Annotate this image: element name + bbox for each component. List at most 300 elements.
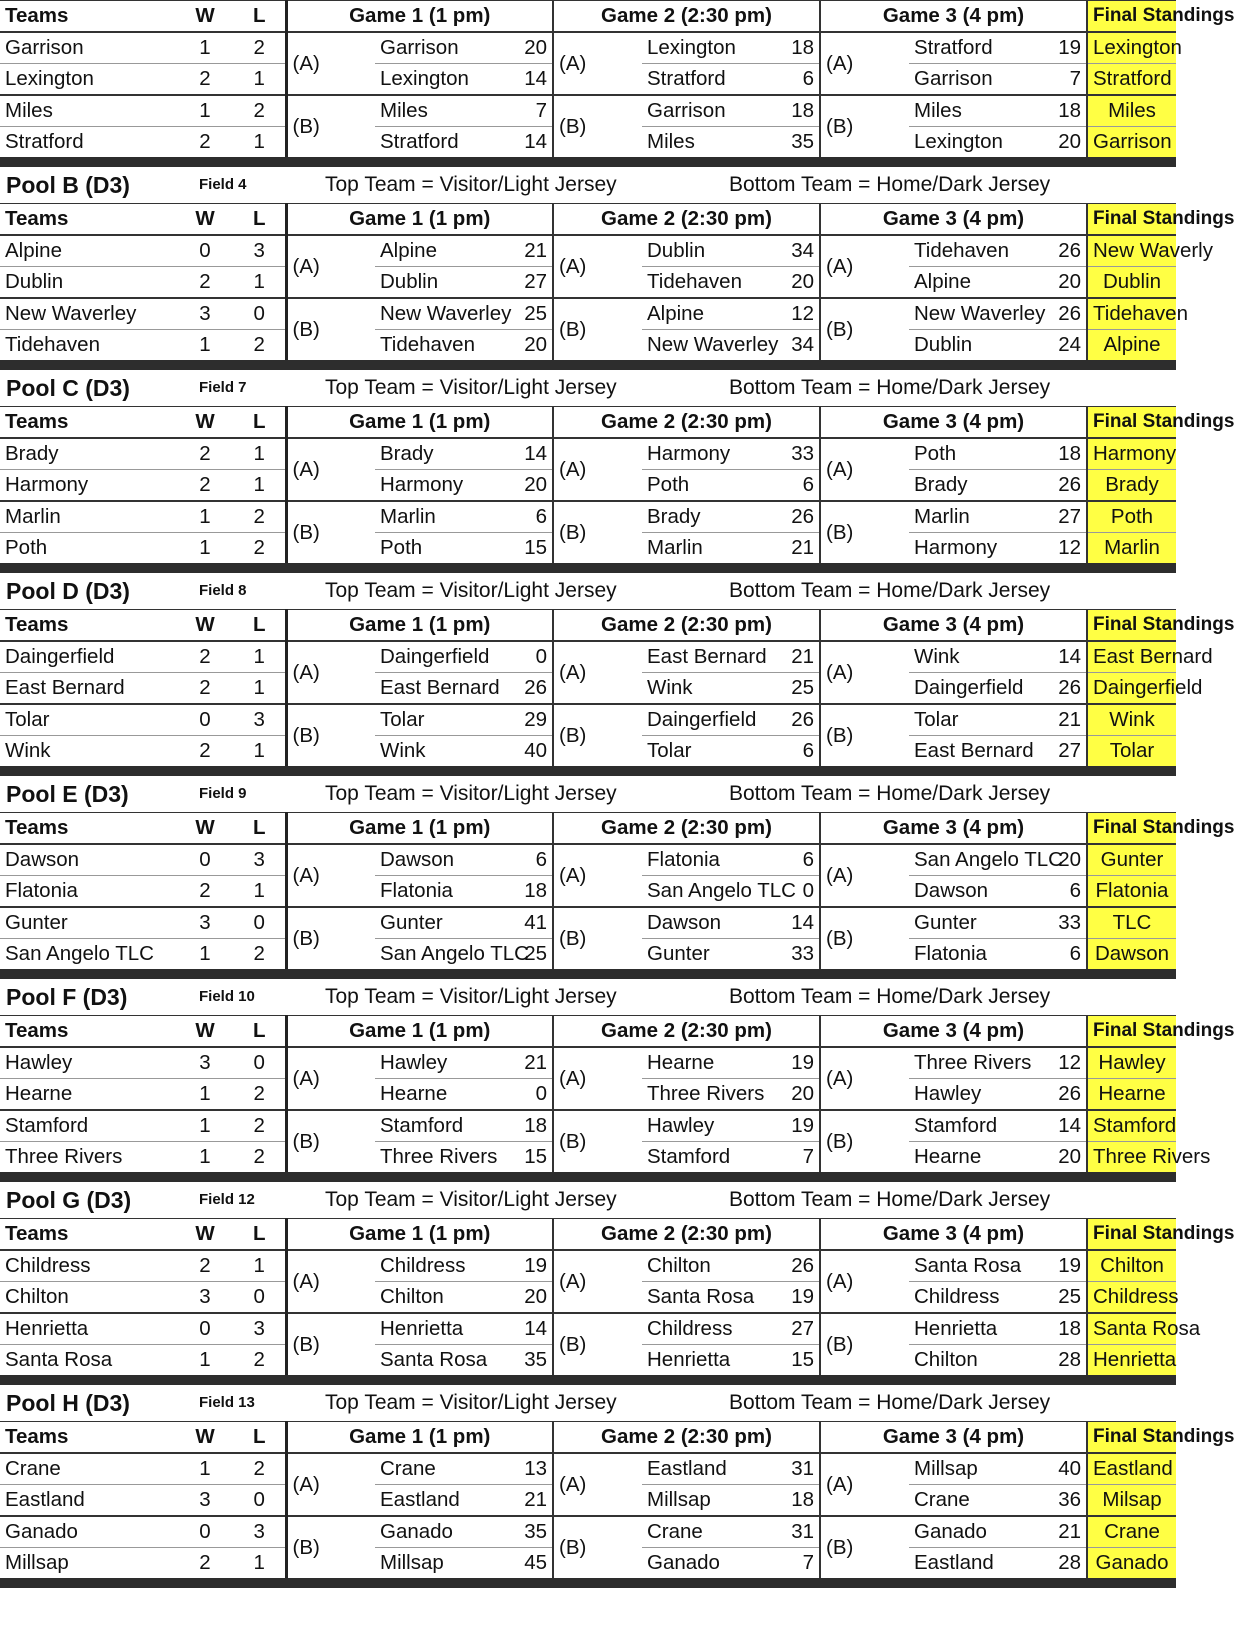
pool-name: Pool G (D3)	[6, 1187, 132, 1213]
top-team-note: Top Team = Visitor/Light Jersey	[325, 173, 617, 196]
game-team: Chilton	[375, 1282, 464, 1314]
game-team: Tolar	[647, 739, 692, 762]
game-team: Henrietta	[647, 1348, 731, 1371]
final-standing: Tolar	[1087, 736, 1176, 767]
game-team: Stamford	[375, 1110, 464, 1142]
team-wins: 2	[176, 64, 234, 96]
team-losses: 3	[234, 704, 286, 736]
pool-header	[0, 776, 1176, 812]
wins-header: W	[176, 1016, 234, 1048]
game-score: 6	[464, 844, 553, 876]
team-name: Chilton	[0, 1282, 176, 1314]
game-score: 25	[464, 939, 553, 970]
team-losses: 1	[234, 736, 286, 767]
game-team: Henrietta	[909, 1313, 998, 1345]
team-wins: 2	[199, 1551, 211, 1574]
game-score: 35	[464, 1345, 553, 1376]
game-score: 26	[464, 673, 553, 705]
team-wins: 1	[176, 1110, 234, 1142]
game-score: 20	[464, 330, 553, 361]
game-team: Gunter	[375, 907, 464, 939]
game-score: 14	[464, 1313, 553, 1345]
game-1-header: Game 1 (1 pm)	[286, 1, 553, 33]
game-2-header: Game 2 (2:30 pm)	[553, 1, 820, 33]
game-team: Ganado	[647, 1551, 720, 1574]
teams-header: Teams	[0, 1, 176, 33]
game-score: 26	[998, 1079, 1087, 1111]
team-wins: 0	[176, 704, 234, 736]
game-2-header: Game 2 (2:30 pm)	[553, 813, 820, 845]
game-score: 18	[464, 876, 553, 908]
game-1-header: Game 1 (1 pm)	[286, 1219, 553, 1251]
game-team: Stratford	[909, 32, 998, 64]
game-score: 45	[464, 1548, 553, 1579]
game-team: Gunter	[909, 907, 998, 939]
pool-header	[0, 979, 1176, 1015]
game-team: Millsap	[909, 1453, 998, 1485]
team-row	[0, 1110, 1176, 1142]
game-team: San Angelo TLC	[642, 876, 731, 908]
game-score: 18	[998, 95, 1087, 127]
pool-divider	[0, 563, 1176, 573]
game-score: 33	[731, 438, 820, 470]
losses-header: L	[234, 1219, 286, 1251]
team-row	[0, 438, 1176, 470]
team-losses: 2	[234, 1142, 286, 1173]
top-team-note: Top Team = Visitor/Light Jersey	[325, 985, 617, 1008]
game-score: 15	[731, 1345, 820, 1376]
team-wins: 2	[176, 470, 234, 502]
final-standing: TLC	[1087, 907, 1176, 939]
game-team: Miles	[375, 95, 464, 127]
game-2-header: Game 2 (2:30 pm)	[553, 204, 820, 236]
game-score: 18	[731, 32, 820, 64]
field-label: Field 13	[199, 1394, 255, 1411]
pool-divider	[0, 157, 1176, 167]
team-name: Ganado	[0, 1516, 176, 1548]
matchup-bracket-label: (B)	[826, 723, 854, 747]
team-wins: 2	[176, 267, 234, 299]
game-team: Gunter	[647, 942, 710, 965]
game-score: 7	[731, 1142, 820, 1173]
team-name: Tidehaven	[5, 333, 100, 356]
game-score: 6	[998, 876, 1087, 908]
game-score: 40	[998, 1453, 1087, 1485]
team-wins: 2	[176, 673, 234, 705]
pool-divider	[0, 1172, 1176, 1182]
team-row	[0, 95, 1176, 127]
matchup-bracket-label: (B)	[292, 723, 320, 747]
game-score: 14	[464, 438, 553, 470]
game-team: New Waverley	[909, 298, 998, 330]
top-team-note: Top Team = Visitor/Light Jersey	[325, 1391, 617, 1414]
game-team: Hearne	[914, 1145, 982, 1168]
game-2-header: Game 2 (2:30 pm)	[553, 407, 820, 439]
team-name: Marlin	[0, 501, 176, 533]
game-team: Stamford	[909, 1110, 998, 1142]
team-losses: 3	[234, 1516, 286, 1548]
game-team: Childress	[909, 1282, 998, 1314]
game-team: Millsap	[380, 1551, 444, 1574]
final-standing: Hawley	[1087, 1047, 1176, 1079]
game-score: 7	[998, 64, 1087, 96]
losses-header: L	[234, 1, 286, 33]
game-score: 12	[731, 298, 820, 330]
game-score: 14	[464, 127, 553, 158]
final-standing: Stamford	[1087, 1110, 1176, 1142]
teams-header: Teams	[0, 1422, 176, 1454]
game-score: 12	[998, 533, 1087, 564]
final-standing: Tidehaven	[1087, 298, 1176, 330]
team-losses: 0	[234, 1282, 286, 1314]
game-score: 25	[731, 673, 820, 705]
team-losses: 2	[234, 32, 286, 64]
matchup-bracket-label: (A)	[820, 438, 909, 501]
pool-divider	[0, 969, 1176, 979]
team-losses: 2	[234, 1453, 286, 1485]
game-team: Ganado	[909, 1516, 998, 1548]
team-losses: 1	[234, 267, 286, 299]
final-standings-header: Final Standings	[1087, 610, 1176, 642]
game-score: 20	[998, 1142, 1087, 1173]
matchup-bracket-label: (B)	[826, 926, 854, 950]
matchup-bracket-label: (B)	[826, 114, 854, 138]
game-1-header: Game 1 (1 pm)	[286, 204, 553, 236]
game-team: Garrison	[642, 95, 731, 127]
final-standing: Stratford	[1087, 64, 1176, 96]
game-3-header: Game 3 (4 pm)	[820, 1016, 1087, 1048]
game-score: 26	[998, 673, 1087, 705]
team-wins: 2	[176, 641, 234, 673]
game-team: Three Rivers	[909, 1047, 998, 1079]
matchup-bracket-label: (A)	[553, 1250, 642, 1313]
game-team: Daingerfield	[909, 673, 998, 705]
team-losses: 3	[234, 1313, 286, 1345]
game-score: 14	[464, 64, 553, 96]
team-wins: 1	[199, 1145, 211, 1168]
final-standings-header: Final Standings	[1087, 204, 1176, 236]
matchup-bracket-label: (A)	[553, 438, 642, 501]
game-team: Stamford	[647, 1145, 731, 1168]
final-standings-header: Final Standings	[1087, 813, 1176, 845]
game-team: Daingerfield	[375, 641, 464, 673]
final-standing: Brady	[1087, 470, 1176, 502]
game-team: Poth	[642, 470, 731, 502]
team-name: Flatonia	[0, 876, 176, 908]
game-team: Three Rivers	[380, 1145, 498, 1168]
losses-header: L	[234, 610, 286, 642]
pool-header	[0, 1385, 1176, 1421]
game-team: Stratford	[380, 130, 459, 153]
game-team: Tolar	[375, 704, 464, 736]
final-standings-header: Final Standings	[1087, 1016, 1176, 1048]
game-score: 27	[731, 1313, 820, 1345]
game-team: Santa Rosa	[909, 1250, 998, 1282]
game-3-header: Game 3 (4 pm)	[820, 204, 1087, 236]
pool-section	[0, 1182, 1234, 1385]
game-team: Childress	[375, 1250, 464, 1282]
game-team: Miles	[647, 130, 695, 153]
matchup-bracket-label: (A)	[553, 1047, 642, 1110]
game-team: Stratford	[642, 64, 731, 96]
game-score: 28	[998, 1548, 1087, 1579]
game-score: 34	[731, 330, 820, 361]
matchup-bracket-label: (A)	[820, 1453, 909, 1516]
game-score: 19	[464, 1250, 553, 1282]
matchup-bracket-label: (B)	[292, 317, 320, 341]
final-standing: Crane	[1087, 1516, 1176, 1548]
team-wins: 1	[199, 1348, 211, 1371]
game-team: Marlin	[909, 501, 998, 533]
team-losses: 2	[234, 95, 286, 127]
game-team: Hearne	[642, 1047, 731, 1079]
game-score: 24	[998, 330, 1087, 361]
matchup-bracket-label: (B)	[559, 520, 587, 544]
game-team: Eastland	[914, 1551, 994, 1574]
game-team: Dawson	[375, 844, 464, 876]
game-1-header: Game 1 (1 pm)	[286, 1016, 553, 1048]
game-score: 18	[464, 1110, 553, 1142]
game-score: 31	[731, 1453, 820, 1485]
pool-table	[0, 0, 1234, 157]
team-wins: 0	[176, 844, 234, 876]
pool-table	[0, 203, 1234, 360]
matchup-bracket-label: (B)	[826, 1332, 854, 1356]
matchup-bracket-label: (B)	[559, 723, 587, 747]
matchup-bracket-label: (B)	[559, 114, 587, 138]
game-team: Flatonia	[914, 942, 987, 965]
final-standings-header: Final Standings	[1087, 1422, 1176, 1454]
final-standing: Three Rivers	[1087, 1142, 1176, 1173]
pool-name: Pool E (D3)	[6, 781, 129, 807]
wins-header: W	[176, 204, 234, 236]
final-standing: Chilton	[1087, 1250, 1176, 1282]
team-wins: 1	[176, 32, 234, 64]
game-score: 35	[464, 1516, 553, 1548]
game-1-header: Game 1 (1 pm)	[286, 610, 553, 642]
game-score: 12	[998, 1047, 1087, 1079]
game-score: 21	[731, 533, 820, 564]
game-score: 26	[998, 235, 1087, 267]
matchup-bracket-label: (A)	[553, 32, 642, 95]
game-score: 25	[998, 1282, 1087, 1314]
game-1-header: Game 1 (1 pm)	[286, 1422, 553, 1454]
game-team: Dublin	[914, 333, 973, 356]
final-standing: Wink	[1087, 704, 1176, 736]
matchup-bracket-label: (A)	[286, 235, 375, 298]
team-row	[0, 1516, 1176, 1548]
teams-header: Teams	[0, 813, 176, 845]
final-standing: East Bernard	[1087, 641, 1176, 673]
matchup-bracket-label: (B)	[292, 1535, 320, 1559]
team-name: San Angelo TLC	[5, 942, 154, 965]
game-score: 13	[464, 1453, 553, 1485]
team-wins: 0	[176, 1313, 234, 1345]
losses-header: L	[234, 1422, 286, 1454]
team-name: East Bernard	[0, 673, 176, 705]
final-standing: Hearne	[1087, 1079, 1176, 1111]
team-losses: 3	[234, 235, 286, 267]
team-name: Wink	[5, 739, 51, 762]
game-team: Harmony	[914, 536, 998, 559]
team-name: Hawley	[0, 1047, 176, 1079]
team-name: Stratford	[5, 130, 84, 153]
pool-table	[0, 1015, 1234, 1172]
column-header-row	[0, 1, 1176, 33]
team-row	[0, 844, 1176, 876]
final-standing: Gunter	[1087, 844, 1176, 876]
pool-table	[0, 609, 1234, 766]
column-header-row	[0, 204, 1176, 236]
game-score: 19	[731, 1110, 820, 1142]
game-3-header: Game 3 (4 pm)	[820, 1219, 1087, 1251]
pool-table	[0, 406, 1234, 563]
game-2-header: Game 2 (2:30 pm)	[553, 1219, 820, 1251]
top-team-note: Top Team = Visitor/Light Jersey	[325, 376, 617, 399]
team-row	[0, 704, 1176, 736]
game-score: 0	[464, 641, 553, 673]
team-row	[0, 641, 1176, 673]
losses-header: L	[234, 1016, 286, 1048]
game-score: 33	[998, 907, 1087, 939]
game-team: Tidehaven	[642, 267, 731, 299]
game-3-header: Game 3 (4 pm)	[820, 813, 1087, 845]
game-score: 6	[731, 844, 820, 876]
pool-section	[0, 0, 1234, 167]
game-team: Wink	[909, 641, 998, 673]
matchup-bracket-label: (A)	[553, 235, 642, 298]
matchup-bracket-label: (B)	[292, 926, 320, 950]
team-wins: 3	[176, 1282, 234, 1314]
pool-section	[0, 1385, 1234, 1588]
matchup-bracket-label: (B)	[559, 317, 587, 341]
game-team: Alpine	[375, 235, 464, 267]
team-wins: 1	[176, 1453, 234, 1485]
game-score: 20	[731, 1079, 820, 1111]
wins-header: W	[176, 1219, 234, 1251]
game-team: Millsap	[642, 1485, 731, 1517]
game-score: 26	[998, 470, 1087, 502]
pool-section	[0, 573, 1234, 776]
game-score: 6	[731, 736, 820, 767]
game-team: Three Rivers	[642, 1079, 731, 1111]
game-team: Brady	[909, 470, 998, 502]
column-header-row	[0, 1016, 1176, 1048]
game-team: Hearne	[375, 1079, 464, 1111]
game-score: 29	[464, 704, 553, 736]
game-score: 20	[464, 1282, 553, 1314]
team-losses: 2	[234, 330, 286, 361]
team-name: Eastland	[0, 1485, 176, 1517]
pool-name: Pool D (D3)	[6, 578, 130, 604]
losses-header: L	[234, 204, 286, 236]
top-team-note: Top Team = Visitor/Light Jersey	[325, 782, 617, 805]
pool-divider	[0, 766, 1176, 776]
game-team: Ganado	[375, 1516, 464, 1548]
game-score: 26	[998, 298, 1087, 330]
game-team: Miles	[909, 95, 998, 127]
field-label: Field 7	[199, 379, 247, 396]
matchup-bracket-label: (A)	[820, 1250, 909, 1313]
column-header-row	[0, 610, 1176, 642]
game-team: East Bernard	[375, 673, 464, 705]
team-wins: 1	[199, 333, 211, 356]
team-name: Dawson	[0, 844, 176, 876]
team-name: Brady	[0, 438, 176, 470]
team-wins: 1	[199, 942, 211, 965]
game-score: 25	[464, 298, 553, 330]
pool-name: Pool H (D3)	[6, 1390, 130, 1416]
field-label: Field 8	[199, 582, 247, 599]
game-score: 20	[998, 267, 1087, 299]
game-team: Marlin	[647, 536, 703, 559]
game-team: Hawley	[642, 1110, 731, 1142]
matchup-bracket-label: (B)	[559, 1332, 587, 1356]
team-name: Poth	[5, 536, 48, 559]
game-team: Dublin	[642, 235, 731, 267]
game-team: Harmony	[375, 470, 464, 502]
pool-section	[0, 370, 1234, 573]
game-score: 6	[731, 470, 820, 502]
field-label: Field 4	[199, 176, 247, 193]
game-team: Lexington	[642, 32, 731, 64]
game-score: 41	[464, 907, 553, 939]
team-name: Three Rivers	[5, 1145, 123, 1168]
pool-header	[0, 370, 1176, 406]
matchup-bracket-label: (B)	[292, 114, 320, 138]
game-team: Wink	[642, 673, 731, 705]
game-2-header: Game 2 (2:30 pm)	[553, 1016, 820, 1048]
pool-header	[0, 573, 1176, 609]
game-team: New Waverley	[647, 333, 779, 356]
team-losses: 2	[234, 939, 286, 970]
team-losses: 0	[234, 907, 286, 939]
team-name: Henrietta	[0, 1313, 176, 1345]
matchup-bracket-label: (A)	[553, 844, 642, 907]
game-team: Tidehaven	[909, 235, 998, 267]
game-score: 19	[731, 1047, 820, 1079]
game-score: 27	[464, 267, 553, 299]
game-team: Santa Rosa	[642, 1282, 731, 1314]
team-losses: 0	[234, 1485, 286, 1517]
game-score: 14	[998, 641, 1087, 673]
matchup-bracket-label: (B)	[826, 1535, 854, 1559]
game-score: 0	[464, 1079, 553, 1111]
column-header-row	[0, 1219, 1176, 1251]
game-score: 14	[731, 907, 820, 939]
pool-name: Pool B (D3)	[6, 172, 130, 198]
team-losses: 2	[234, 533, 286, 564]
final-standing: Marlin	[1087, 533, 1176, 564]
team-row	[0, 1250, 1176, 1282]
game-score: 21	[464, 235, 553, 267]
matchup-bracket-label: (A)	[820, 844, 909, 907]
team-name: Childress	[0, 1250, 176, 1282]
team-losses: 2	[234, 1110, 286, 1142]
final-standing: Eastland	[1087, 1453, 1176, 1485]
game-team: Marlin	[375, 501, 464, 533]
team-row	[0, 1313, 1176, 1345]
team-losses: 1	[234, 470, 286, 502]
team-name: Tolar	[0, 704, 176, 736]
matchup-bracket-label: (A)	[553, 1453, 642, 1516]
team-name: Alpine	[0, 235, 176, 267]
final-standing: Daingerfield	[1087, 673, 1176, 705]
final-standing: Miles	[1087, 95, 1176, 127]
team-row	[0, 298, 1176, 330]
game-score: 40	[464, 736, 553, 767]
matchup-bracket-label: (B)	[826, 520, 854, 544]
